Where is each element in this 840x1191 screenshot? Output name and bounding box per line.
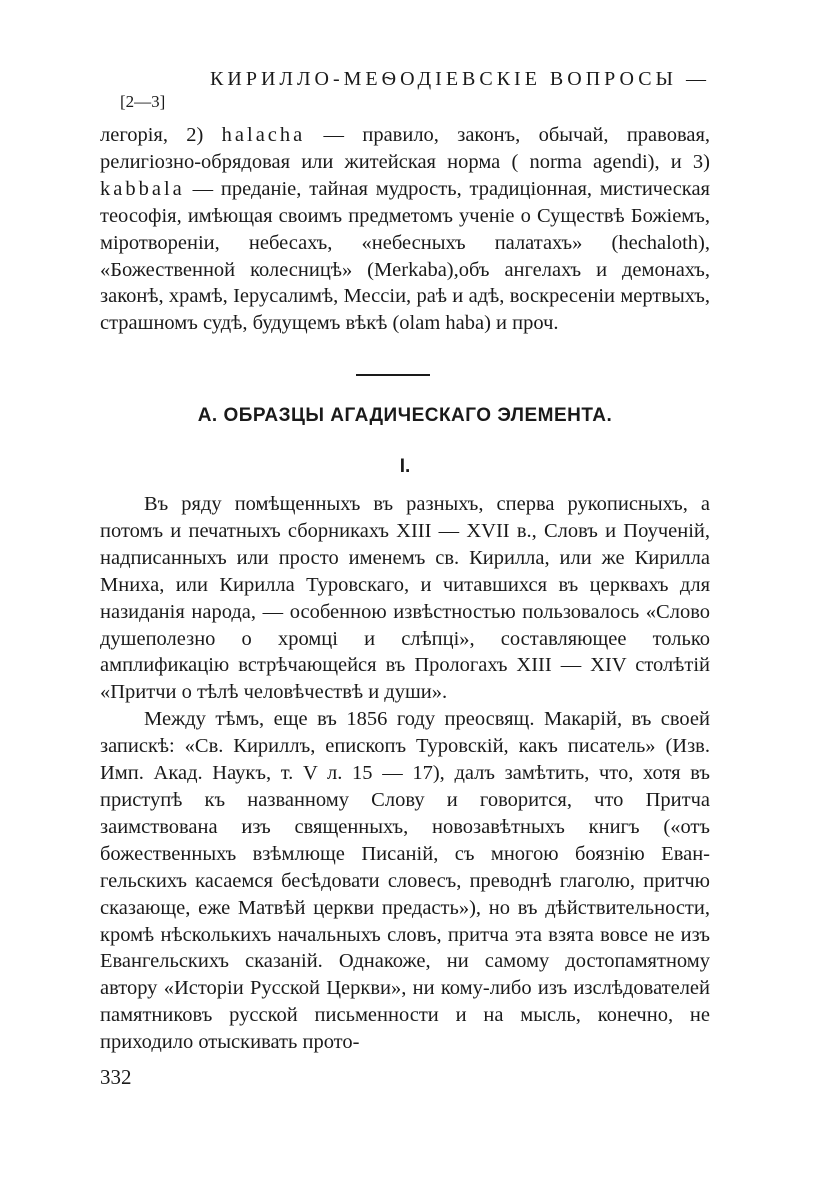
body-text — [100, 491, 710, 1056]
term-halacha: halacha — [221, 124, 306, 146]
page-number: 332 — [100, 1065, 132, 1089]
paragraph: Въ ряду помѣщенныхъ въ разныхъ, сперва рукописныхъ, а потомъ и печатныхъ сборникахъ XIII — XVII в., Словъ и Поученій, надписанныхъ или просто именемъ св. Кирилла, или же Кирилла Мниха, или Кирилла Туровскаго, и читавшихся въ церквахъ для назиданія народа, — особенною извѣстностью пользовалось «Слово душеполезно о хромці и слѣпці», составляющее только амплификацію встрѣчающейся въ Прологахъ XIII — XIV столѣтій «Притчи о тѣлѣ человѣчествѣ и души». — [100, 493, 710, 704]
continuation-text — [100, 122, 710, 337]
continuation-paragraph — [100, 122, 710, 337]
section-mark: [2—3] — [120, 92, 166, 111]
term-kabbala: kabbala — [100, 177, 185, 200]
running-title: КИРИЛЛО-МЕѲОДІЕВСКІЕ ВОПРОСЫ — — [210, 68, 710, 90]
section-title: А. ОБРАЗЦЫ АГАДИЧЕСКАГО ЭЛЕМЕНТА. — [197, 405, 613, 426]
chapter-number: I. — [399, 456, 411, 477]
text-run: — правило, законъ, обычай, правовая, религіозно-обрядовая или житейская норма ( norma agendi), и 3) — [100, 124, 710, 173]
text-run: легорія, 2) — [100, 124, 222, 146]
section-divider — [356, 374, 430, 376]
text-run: — преданіе, тайная мудрость, традиціонная, мистическая теософія, имѣющая своимъ предметомъ ученіе о Существѣ Божіемъ, міротвореніи, небесахъ, «небесныхъ палатахъ» (hechaloth), «Божественной колесницѣ» (Merkaba),объ ангелахъ и демонахъ, законѣ, храмѣ, Іерусалимѣ, Мессіи, раѣ и адѣ, воскресеніи мертвыхъ, страшномъ судѣ, будущемъ вѣкѣ (olam haba) и проч. — [100, 177, 710, 335]
paragraph: Между тѣмъ, еще въ 1856 году преосвящ. Макарій, въ своей запискѣ: «Св. Кириллъ, епископъ Туровскій, какъ писатель» (Изв. Имп. Акад. Наукъ, т. V л. 15 — 17), далъ замѣтить, что, хотя въ приступѣ къ названному Слову и говорится, что Притча заимствована изъ священныхъ, новозавѣтныхъ книгъ («отъ божественныхъ взѣмлюще Писаній, съ многою боязнію Евангельскихъ касаемся бесѣдовати словесъ, преводнѣ глаголю, притчю сказающе, еже Матвѣй церкви предасть»), но въ дѣйствительности, кромѣ нѣсколькихъ начальныхъ словъ, притча эта взята вовсе не изъ Евангельскихъ сказаній. Однакоже, ни самому достопамятному автору «Исторіи Русской Церкви», ни кому-либо изъ изслѣдователей памятниковъ русской письменности и на мысль, конечно, не приходило отыскивать прото- — [100, 708, 710, 1054]
